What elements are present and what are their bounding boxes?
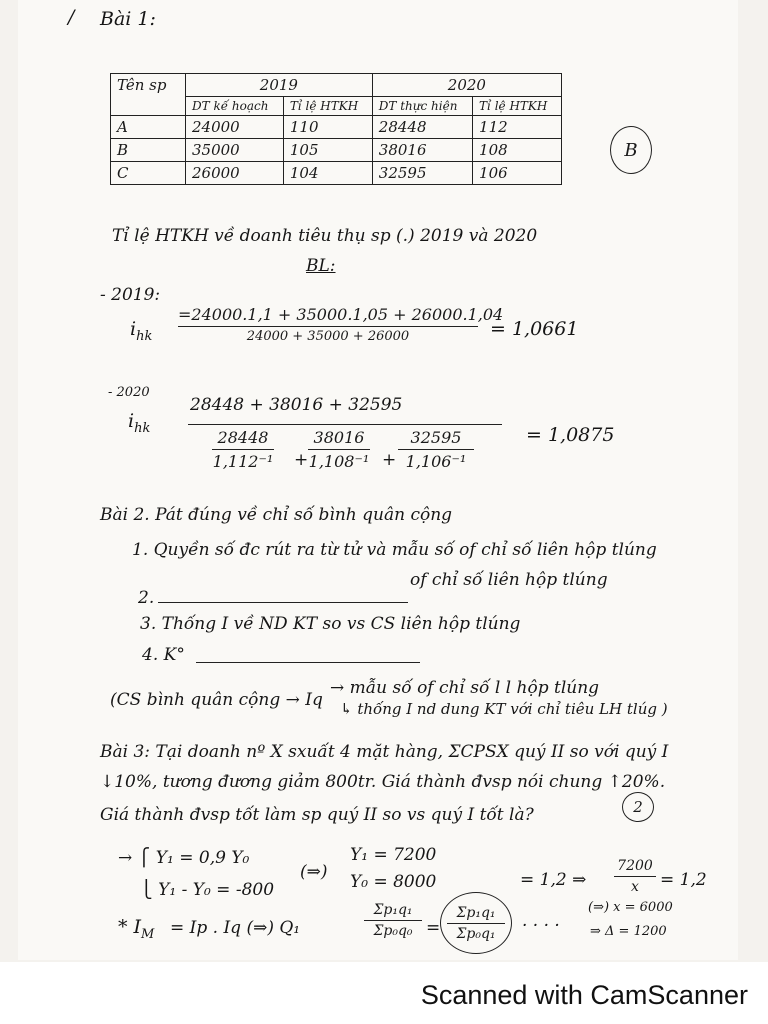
ratio-num: 7200	[617, 858, 653, 874]
cell-sp: B	[111, 139, 186, 162]
bai2-cs-part: (CS bình quân cộng → Iq	[110, 690, 323, 710]
equivalence-sign: (⇒)	[300, 862, 328, 882]
bai2-line-2-text: of chỉ số liên hộp tlúng	[410, 570, 608, 590]
cell-dtth: 28448	[372, 116, 472, 139]
fraction-bar	[178, 326, 478, 327]
sub-header-tl2: Tỉ lệ HTKH	[473, 97, 562, 116]
bai2-title: Bài 2. Pát đúng về chỉ số bình quân cộng	[100, 505, 453, 525]
bai1-title: Bài 1:	[100, 8, 156, 30]
cell-sp: A	[111, 116, 186, 139]
sub-header-dtkh: DT kế hoạch	[186, 97, 284, 116]
blank-line	[158, 602, 408, 603]
plus-sign: +	[382, 450, 397, 470]
ratio-result: = 1,2 ⇒	[520, 870, 587, 890]
year-2019-header: 2019	[186, 74, 373, 97]
cell-tl2: 112	[473, 116, 562, 139]
cell-dtkh: 35000	[186, 139, 284, 162]
table-row	[111, 116, 562, 139]
term-c-den: 1,106⁻¹	[405, 452, 467, 471]
fb-den: Σp₀q₁	[456, 925, 496, 942]
fb-num: Σp₁q₁	[456, 904, 496, 921]
formula-2020-term-b	[308, 428, 370, 471]
term-a-den: 1,112⁻¹	[212, 452, 274, 471]
sub-header-dtth: DT thực hiện	[372, 97, 472, 116]
solution-y1: Y₁ = 7200	[350, 845, 437, 865]
data-table	[110, 73, 562, 185]
plus-sign: +	[294, 450, 309, 470]
result-2019: = 1,0661	[490, 318, 579, 340]
sub-header-tl1: Tỉ lệ HTKH	[283, 97, 372, 116]
grade-letter: B	[624, 139, 638, 161]
year-2020-header: 2020	[372, 74, 561, 97]
table-row	[111, 139, 562, 162]
scanner-watermark: Scanned with CamScanner	[420, 980, 748, 1010]
bai2-line-4: 4. K°	[142, 645, 185, 665]
dots: · · · ·	[522, 916, 560, 936]
cell-tl1: 110	[283, 116, 372, 139]
fa-num: Σp₁q₁	[373, 902, 413, 918]
bai3-line-2: ↓10%, tương đương giảm 800tr. Giá thành đvsp nói chung ↑20%.	[100, 772, 666, 792]
ratio-fraction	[614, 858, 656, 895]
fraction-bar	[364, 920, 422, 921]
bai2-line-2-number: 2.	[138, 588, 155, 608]
fraction-bar	[212, 449, 274, 450]
result-2020: = 1,0875	[526, 424, 615, 446]
formula-2019-numerator: =24000.1,1 + 35000.1,05 + 26000.1,04	[178, 305, 504, 324]
formula-2020-term-a	[212, 428, 274, 471]
cell-dtkh: 24000	[186, 116, 284, 139]
bai2-cs-b: ↳ thống I nd dung KT với chỉ tiêu LH tlúg )	[340, 700, 668, 718]
fraction-bar	[188, 424, 502, 425]
fraction-bar	[398, 449, 474, 450]
system-eq-1: → ⎧ Y₁ = 0,9 Y₀	[118, 848, 250, 868]
term-b-num: 38016	[313, 428, 365, 447]
grade-number: 2	[633, 798, 643, 816]
im-subscript: M	[141, 926, 155, 942]
fraction-bar	[308, 449, 370, 450]
col-product-header: Tên sp	[111, 74, 186, 116]
bai3-line-1: Bài 3: Tại doanh nº X sxuất 4 mặt hàng, ΣCPSX quý II so với quý I	[100, 742, 669, 762]
term-a-num: 28448	[217, 428, 269, 447]
index-im	[118, 916, 154, 942]
scanner-footer	[0, 962, 768, 1024]
index-im-rest: = Ip . Iq (⇒) Q₁	[170, 918, 301, 938]
bai2-line-3: 3. Thống I về ND KT so vs CS liên hộp tlúng	[140, 614, 521, 634]
term-c-num: 32595	[410, 428, 462, 447]
cell-dtkh: 26000	[186, 162, 284, 185]
cell-tl1: 104	[283, 162, 372, 185]
term-b-den: 1,108⁻¹	[308, 452, 370, 471]
fraction-bar	[614, 876, 656, 877]
blank-line	[196, 662, 420, 663]
grade-circle	[610, 126, 652, 174]
i-hk-2020	[128, 410, 150, 436]
fraction-p1q1-p0q1	[447, 905, 505, 942]
bai3-line-3: Giá thành đvsp tốt làm sp quý II so vs quý I tốt là?	[100, 805, 534, 825]
cell-tl2: 108	[473, 139, 562, 162]
fraction-p1q1-p0q0	[364, 902, 422, 939]
cell-tl1: 105	[283, 139, 372, 162]
ratio-equals: = 1,2	[660, 870, 707, 890]
formula-2020-numerator: 28448 + 38016 + 32595	[190, 395, 403, 415]
circled-fraction	[440, 892, 512, 954]
equals-sign: =	[426, 918, 441, 938]
cell-tl2: 106	[473, 162, 562, 185]
fa-den: Σp₀q₀	[373, 923, 413, 939]
fraction-bar	[447, 923, 505, 924]
grade-circle-2	[622, 792, 654, 822]
cell-sp: C	[111, 162, 186, 185]
i-subscript: hk	[136, 328, 153, 344]
bai1-bl: BL:	[306, 256, 336, 276]
i-symbol: i	[130, 318, 137, 340]
label-2019: - 2019:	[100, 285, 161, 305]
x-value: (⇒) x = 6000	[588, 900, 673, 915]
formula-2019	[178, 305, 504, 344]
bai2-line-1: 1. Quyền số đc rút ra từ tử và mẫu số of chỉ số liên hộp tlúng	[132, 540, 657, 560]
bai2-cs-a: → mẫu số of chỉ số l l hộp tlúng	[330, 678, 600, 698]
im-symbol: * I	[118, 916, 142, 938]
system-eq-2: ⎩ Y₁ - Y₀ = -800	[140, 880, 275, 900]
i-hk-2019	[130, 318, 152, 344]
delta-value: ⇒ Δ = 1200	[590, 924, 667, 939]
cell-dtth: 38016	[372, 139, 472, 162]
formula-2020-term-c	[398, 428, 474, 471]
i-symbol: i	[128, 410, 135, 432]
formula-2019-denominator: 24000 + 35000 + 26000	[246, 329, 410, 344]
solution-y0: Y₀ = 8000	[350, 872, 437, 892]
label-2020: - 2020	[108, 385, 150, 400]
margin-mark: /	[68, 6, 75, 28]
i-subscript: hk	[134, 420, 151, 436]
ratio-den: x	[631, 879, 639, 895]
table-row	[111, 162, 562, 185]
cell-dtth: 32595	[372, 162, 472, 185]
bai1-question: Tỉ lệ HTKH về doanh tiêu thụ sp (.) 2019 và 2020	[112, 226, 538, 246]
